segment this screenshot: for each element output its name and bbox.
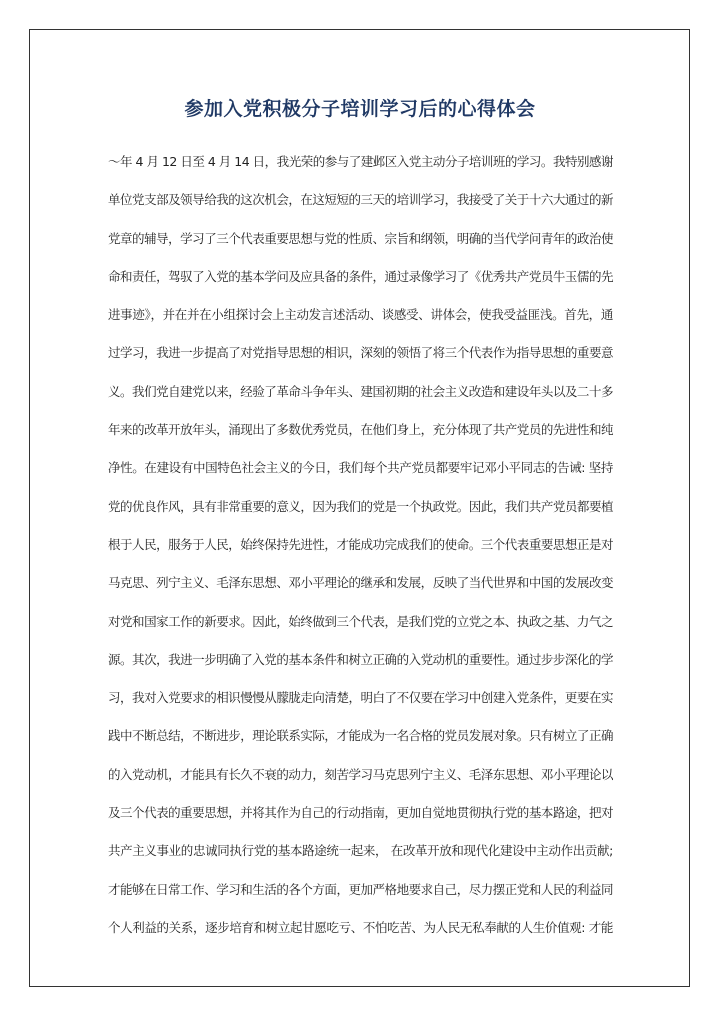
document-title: 参加入党积极分子培训学习后的心得体会 bbox=[184, 98, 536, 120]
text-line: ～年 4 月 12 日至 4 月 14 日，我光荣的参与了建邺区入党主动分子培训班的学习。我特别感谢 bbox=[108, 154, 613, 169]
text-line: 单位党支部及领导给我的这次机会，在这短短的三天的培训学习，我接受了关于十六大通过的新 bbox=[108, 192, 614, 208]
text-line: 党章的辅导，学习了三个代表重要思想与党的性质、宗旨和纲领，明确的当代学问青年的政治使 bbox=[108, 230, 614, 246]
text-line: 年来的改革开放年头，涌现出了多数优秀党员，在他们身上，充分体现了共产党员的先进性和纯 bbox=[108, 422, 614, 438]
text-line: 共产主义事业的忠诚同执行党的基本路途统一起来， 在改革开放和现代化建设中主动作出贡献; bbox=[108, 843, 613, 859]
text-line: 党的优良作风，具有非常重要的意义，因为我们的党是一个执政党。因此，我们共产党员都要植 bbox=[108, 498, 614, 514]
text-line: 习，我对入党要求的相识慢慢从朦胧走向清楚，明白了不仅要在学习中创建入党条件，更要在实 bbox=[108, 690, 614, 706]
text-line: 践中不断总结，不断进步，理论联系实际，才能成为一名合格的党员发展对象。只有树立了正确 bbox=[108, 728, 614, 744]
text-line: 对党和国家工作的新要求。因此，始终做到三个代表，是我们党的立党之本、执政之基、力气之 bbox=[108, 613, 614, 629]
text-line: 净性。在建设有中国特色社会主义的今日，我们每个共产党员都要牢记邓小平同志的告诫: 坚持 bbox=[108, 460, 613, 476]
text-line: 个人利益的关系，逐步培育和树立起甘愿吃亏、不怕吃苦、为人民无私奉献的人生价值观: 才能 bbox=[108, 919, 613, 935]
text-line: 及三个代表的重要思想，并将其作为自己的行动指南，更加自觉地贯彻执行党的基本路途，把对 bbox=[108, 805, 614, 821]
text-line: 源。其次，我进一步明确了入党的基本条件和树立正确的入党动机的重要性。通过步步深化的学 bbox=[108, 651, 614, 667]
text-line: 马克思、列宁主义、毛泽东思想、邓小平理论的继承和发展，反映了当代世界和中国的发展改变 bbox=[108, 575, 614, 591]
text-line: 根于人民，服务于人民，始终保持先进性，才能成功完成我们的使命。三个代表重要思想正是对 bbox=[108, 536, 614, 552]
text-line: 的入党动机，才能具有长久不衰的动力，刻苦学习马克思列宁主义、毛泽东思想、邓小平理论以 bbox=[108, 766, 614, 782]
text-line: 义。我们党自建党以来，经验了革命斗争年头、建国初期的社会主义改造和建设年头以及二十多 bbox=[108, 383, 614, 399]
text-line: 进事迹》，并在并在小组探讨会上主动发言述活动、谈感受、讲体会，使我受益匪浅。首先，通 bbox=[108, 307, 613, 323]
text-line: 过学习，我进一步提高了对党指导思想的相识，深刻的领悟了将三个代表作为指导思想的重要意 bbox=[108, 345, 614, 361]
text-line: 才能够在日常工作、学习和生活的各个方面，更加严格地要求自己，尽力摆正党和人民的利益同 bbox=[108, 881, 614, 897]
document-body bbox=[108, 152, 613, 956]
text-line: 命和责任，驾驭了入党的基本学问及应具备的条件，通过录像学习了《优秀共产党员牛玉儒的先 bbox=[108, 268, 614, 284]
